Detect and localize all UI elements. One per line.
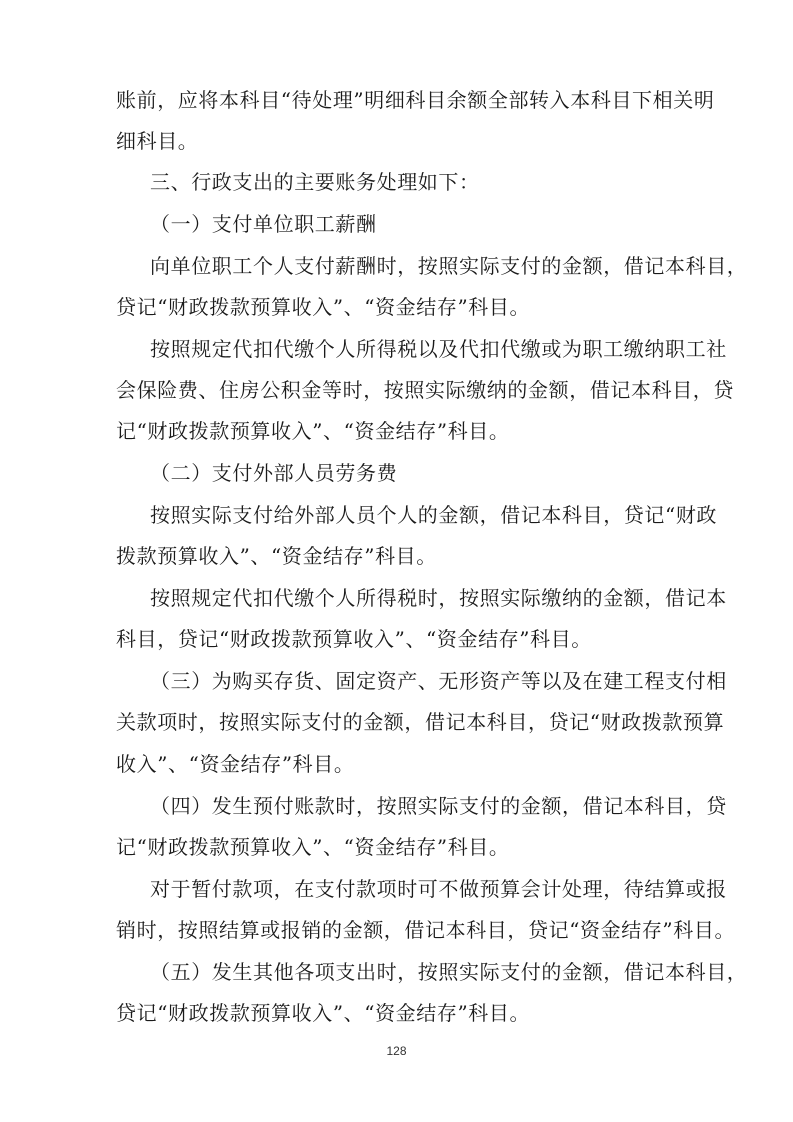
subsection-heading: （二）支付外部人员劳务费: [150, 461, 398, 485]
text-line: 贷记“财政拨款预算收入”、“资金结存”科目。: [116, 1001, 531, 1025]
text-line: 对于暂付款项，在支付款项时可不做预算会计处理，待结算或报: [150, 877, 727, 901]
text-line: 账前，应将本科目“待处理”明细科目余额全部转入本科目下相关明: [116, 88, 715, 112]
text-line: 记“财政拨款预算收入”、“资金结存”科目。: [116, 835, 510, 859]
text-line: 按照规定代扣代缴个人所得税时，按照实际缴纳的金额，借记本: [150, 586, 727, 610]
subsection-heading: （四）发生预付账款时，按照实际支付的金额，借记本科目，贷: [150, 794, 727, 818]
text-line: 拨款预算收入”、“资金结存”科目。: [116, 544, 437, 568]
text-line: 按照规定代扣代缴个人所得税以及代扣代缴或为职工缴纳职工社: [150, 337, 727, 361]
text-line: 贷记“财政拨款预算收入”、“资金结存”科目。: [116, 295, 531, 319]
section-heading: 三、行政支出的主要账务处理如下：: [150, 170, 480, 194]
text-line: 向单位职工个人支付薪酬时，按照实际支付的金额，借记本科目，: [150, 254, 748, 278]
text-line: 会保险费、住房公积金等时，按照实际缴纳的金额，借记本科目，贷: [116, 378, 734, 402]
text-line: 细科目。: [116, 129, 199, 153]
text-line: 按照实际支付给外部人员个人的金额，借记本科目，贷记“财政: [150, 503, 718, 527]
text-line: 销时，按照结算或报销的金额，借记本科目，贷记“资金结存”科目。: [116, 918, 736, 942]
subsection-heading: （三）为购买存货、固定资产、无形资产等以及在建工程支付相: [150, 669, 727, 693]
subsection-heading: （五）发生其他各项支出时，按照实际支付的金额，借记本科目，: [150, 960, 748, 984]
text-line: 科目，贷记“财政拨款预算收入”、“资金结存”科目。: [116, 627, 592, 651]
subsection-heading: （一）支付单位职工薪酬: [150, 212, 377, 236]
text-line: 记“财政拨款预算收入”、“资金结存”科目。: [116, 419, 510, 443]
page-number: 128: [386, 1044, 407, 1058]
text-line: 关款项时，按照实际支付的金额，借记本科目，贷记“财政拨款预算: [116, 710, 725, 734]
text-line: 收入”、“资金结存”科目。: [116, 752, 355, 776]
